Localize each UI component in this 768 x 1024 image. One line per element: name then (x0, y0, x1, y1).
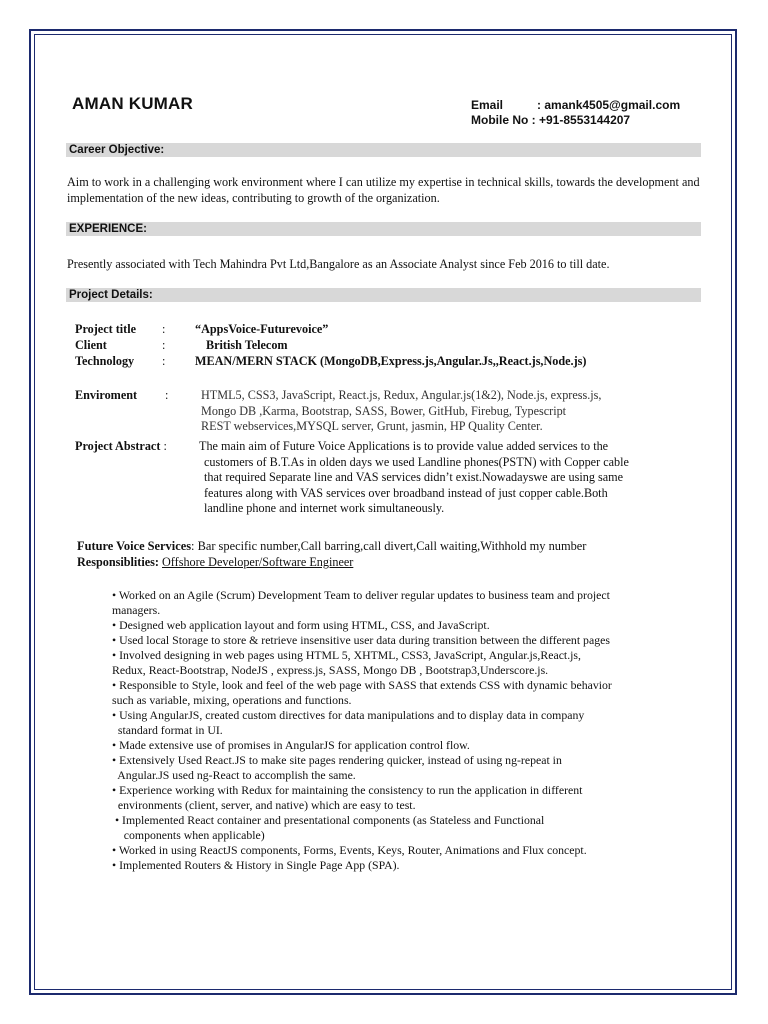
colon: : (162, 322, 166, 336)
list-item-line: • Implemented Routers & History in Single Page App (SPA). (112, 858, 400, 872)
abstract-line: customers of B.T.As in olden days we used Landline phones(PSTN) with Copper cable (204, 454, 629, 469)
list-item-line: • Extensively Used React.JS to make site pages rendering quicker, instead of using ng-repeat in (112, 753, 562, 767)
list-item (112, 588, 704, 618)
section-bar-project-details (66, 288, 701, 302)
candidate-name: AMAN KUMAR (72, 94, 193, 113)
colon: : (162, 354, 166, 368)
abstract-line: landline phone and internet work simultaneously. (204, 501, 445, 515)
email-label: Email (471, 98, 504, 112)
colon: : (165, 388, 169, 402)
list-item (112, 648, 704, 678)
list-item-line: Angular.JS used ng-React to accomplish the same. (112, 768, 356, 782)
mobile-value: +91-8553144207 (539, 113, 631, 127)
responsibility-list (112, 588, 704, 873)
future-voice-services (77, 539, 586, 555)
list-item-line: environments (client, server, and native) which are easy to test. (112, 798, 416, 812)
environment-value (201, 388, 601, 435)
email-line: Email : amank4505@gmail.com (471, 98, 681, 112)
technology-label: Technology (75, 354, 135, 368)
mobile-line: Mobile No : +91-8553144207 (471, 113, 631, 127)
section-heading-project-details: Project Details: (69, 289, 153, 301)
abstract-line: that required Separate line and VAS services didn’t exist.Nowadayswe are using same (204, 470, 624, 484)
contact-block (471, 98, 680, 128)
list-item-line: • Experience working with Redux for maintaining the consistency to run the application in different (112, 783, 583, 797)
list-item-line: • Implemented React container and presentational components (as Stateless and Functional (112, 813, 545, 827)
list-item-line: • Worked on an Agile (Scrum) Development Team to deliver regular updates to business team and project (112, 588, 610, 602)
responsibilities-label: Responsiblities: (77, 555, 159, 569)
environment-line: HTML5, CSS3, JavaScript, React.js, Redux, Angular.js(1&2), Node.js, express.js, (201, 388, 602, 402)
list-item-line: • Used local Storage to store & retrieve insensitive user data during transition between the different pages (112, 633, 610, 647)
environment-line: REST webservices,MYSQL server, Grunt, jasmin, HP Quality Center. (201, 419, 543, 433)
list-item-line: • Responsible to Style, look and feel of the web page with SASS that extends CSS with dynamic behavior (112, 678, 612, 692)
list-item (112, 813, 704, 843)
list-item-line: managers. (112, 603, 161, 617)
list-item (112, 633, 704, 648)
list-item-line: components when applicable) (112, 828, 265, 842)
services-label: Future Voice Services (77, 539, 192, 553)
email-value[interactable]: amank4505@gmail.com (544, 98, 681, 112)
services-value: : Bar specific number,Call barring,call divert,Call waiting,Withhold my number (191, 539, 587, 553)
abstract-line: features along with VAS services over broadband instead of just copper cable.Both (204, 485, 608, 500)
list-item-line: • Made extensive use of promises in AngularJS for application control flow. (112, 738, 470, 752)
colon: : (162, 338, 166, 352)
mobile-label: Mobile No (471, 113, 529, 127)
section-heading-career-objective: Career Objective: (69, 144, 165, 156)
list-item (112, 843, 704, 858)
list-item (112, 738, 704, 753)
environment-line: Mongo DB ,Karma, Bootstrap, SASS, Bower, GitHub, Firebug, Typescript (201, 403, 567, 418)
section-bar-experience (66, 222, 701, 236)
list-item-line: such as variable, mixing, operations and functions. (112, 693, 352, 707)
section-bar-career-objective (66, 143, 701, 157)
list-item-line: Redux, React-Bootstrap, NodeJS , express.js, SASS, Mongo DB , Bootstrap3,Underscore.js. (112, 663, 549, 677)
career-objective-text: Aim to work in a challenging work environment where I can utilize my expertise in technical skills, towards the development and implementation of the new ideas, contributing to growth of the organization. (67, 175, 700, 205)
responsibilities-value: Offshore Developer/Software Engineer (162, 555, 354, 569)
client-value: British Telecom (206, 338, 288, 352)
section-heading-experience: EXPERIENCE: (69, 223, 147, 235)
list-item-line: • Involved designing in web pages using HTML 5, XHTML, CSS3, JavaScript, Angular.js,React.js, (112, 648, 581, 662)
list-item-line: • Worked in using ReactJS components, Forms, Events, Keys, Router, Animations and Flux concept. (112, 843, 587, 857)
list-item-line: • Designed web application layout and form using HTML, CSS, and JavaScript. (112, 618, 490, 632)
technology-value: MEAN/MERN STACK (MongoDB,Express.js,Angular.Js,,React.js,Node.js) (195, 354, 587, 368)
list-item (112, 708, 704, 738)
abstract-line: The main aim of Future Voice Applications is to provide value added services to the (199, 439, 609, 453)
list-item-line: standard format in UI. (112, 723, 223, 737)
experience-text: Presently associated with Tech Mahindra Pvt Ltd,Bangalore as an Associate Analyst since Feb 2016 to till date. (67, 257, 610, 271)
project-abstract-label: Project Abstract : (75, 439, 167, 453)
list-item-line: • Using AngularJS, created custom directives for data manipulations and to display data in company (112, 708, 585, 722)
project-title-label: Project title (75, 322, 137, 336)
list-item (112, 753, 704, 783)
list-item (112, 783, 704, 813)
responsibilities (77, 555, 353, 571)
client-label: Client (75, 338, 107, 352)
project-abstract-value (199, 439, 629, 517)
project-title-value: “AppsVoice-Futurevoice” (195, 322, 329, 336)
list-item (112, 678, 704, 708)
environment-label: Enviroment (75, 388, 138, 402)
list-item (112, 858, 704, 873)
list-item (112, 618, 704, 633)
